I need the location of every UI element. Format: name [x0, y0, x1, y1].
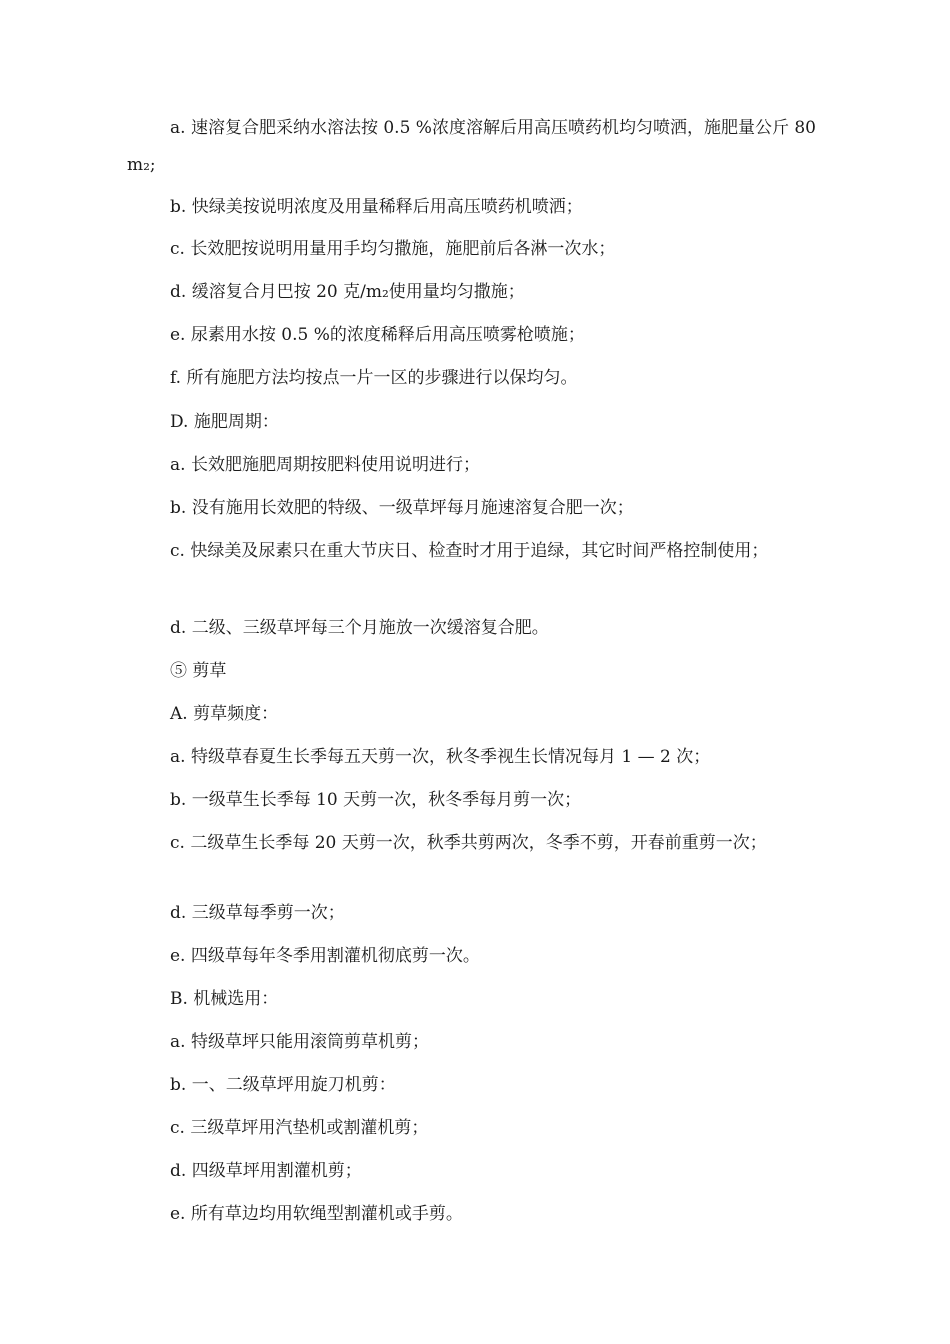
paragraph-text: a. 长效肥施肥周期按肥料使用说明进行；	[170, 455, 480, 475]
paragraph-fertilizer-a	[127, 110, 832, 184]
paragraph-machine-c	[127, 1110, 832, 1147]
paragraph-text: d. 四级草坪用割灌机剪；	[170, 1161, 362, 1181]
paragraph-text: ⑤ 剪草	[170, 661, 227, 681]
paragraph-text: e. 尿素用水按 0.5 %的浓度稀释后用高压喷雾枪喷施；	[170, 325, 585, 345]
paragraph-fertilizer-c	[127, 231, 832, 268]
paragraph-fertilizer-e	[127, 317, 832, 354]
paragraph-fertilizer-d	[127, 274, 832, 311]
paragraph-fertilizer-f	[127, 360, 832, 397]
section-heading-machine-selection	[127, 981, 832, 1018]
paragraph-cycle-a	[127, 447, 832, 484]
paragraph-text: B. 机械选用：	[170, 989, 279, 1009]
paragraph-text: D. 施肥周期：	[170, 412, 279, 432]
paragraph-text: b. 一、二级草坪用旋刀机剪：	[170, 1075, 396, 1095]
paragraph-fertilizer-b	[127, 189, 832, 226]
paragraph-text: f. 所有施肥方法均按点一片一区的步骤进行以保均匀。	[170, 368, 578, 388]
paragraph-frequency-b	[127, 782, 832, 819]
paragraph-text: b. 一级草生长季每 10 天剪一次，秋冬季每月剪一次；	[170, 790, 582, 810]
section-heading-fertilizing-cycle	[127, 404, 832, 441]
paragraph-machine-a	[127, 1024, 832, 1061]
paragraph-text: c. 二级草生长季每 20 天剪一次，秋季共剪两次，冬季不剪，开春前重剪一次；	[170, 833, 767, 853]
paragraph-cycle-b	[127, 490, 832, 527]
paragraph-frequency-e	[127, 938, 832, 975]
paragraph-text: c. 长效肥按说明用量用手均匀撒施，施肥前后各淋一次水；	[170, 239, 616, 259]
paragraph-text: b. 没有施用长效肥的特级、一级草坪每月施速溶复合肥一次；	[170, 498, 634, 518]
paragraph-machine-d	[127, 1153, 832, 1190]
paragraph-cycle-d	[127, 610, 832, 647]
paragraph-machine-b	[127, 1067, 832, 1104]
paragraph-text: A. 剪草频度：	[170, 704, 279, 724]
paragraph-text: d. 二级、三级草坪每三个月施放一次缓溶复合肥。	[170, 618, 549, 638]
paragraph-frequency-c	[127, 825, 832, 862]
paragraph-text: c. 快绿美及尿素只在重大节庆日、检查时才用于追绿，其它时间严格控制使用；	[170, 541, 769, 561]
paragraph-machine-e	[127, 1196, 832, 1233]
paragraph-frequency-a	[127, 739, 832, 776]
paragraph-text: c. 三级草坪用汽垫机或割灌机剪；	[170, 1118, 429, 1138]
paragraph-frequency-d	[127, 895, 832, 932]
paragraph-text: a. 速溶复合肥采纳水溶法按 0.5 %浓度溶解后用高压喷药机均匀喷洒，施肥量公斤 80m₂;	[127, 118, 816, 175]
paragraph-text: e. 所有草边均用软绳型割灌机或手剪。	[170, 1204, 463, 1224]
paragraph-text: d. 三级草每季剪一次；	[170, 903, 345, 923]
paragraph-text: a. 特级草春夏生长季每五天剪一次，秋冬季视生长情况每月 1 — 2 次；	[170, 747, 711, 767]
paragraph-text: e. 四级草每年冬季用割灌机彻底剪一次。	[170, 946, 480, 966]
paragraph-text: b. 快绿美按说明浓度及用量稀释后用高压喷药机喷洒；	[170, 197, 583, 217]
section-heading-mowing-frequency	[127, 696, 832, 733]
paragraph-text: d. 缓溶复合月巴按 20 克/m₂使用量均匀撒施；	[170, 282, 525, 302]
paragraph-text: a. 特级草坪只能用滚筒剪草机剪；	[170, 1032, 429, 1052]
paragraph-cycle-c	[127, 533, 832, 570]
section-heading-mowing	[127, 653, 832, 690]
